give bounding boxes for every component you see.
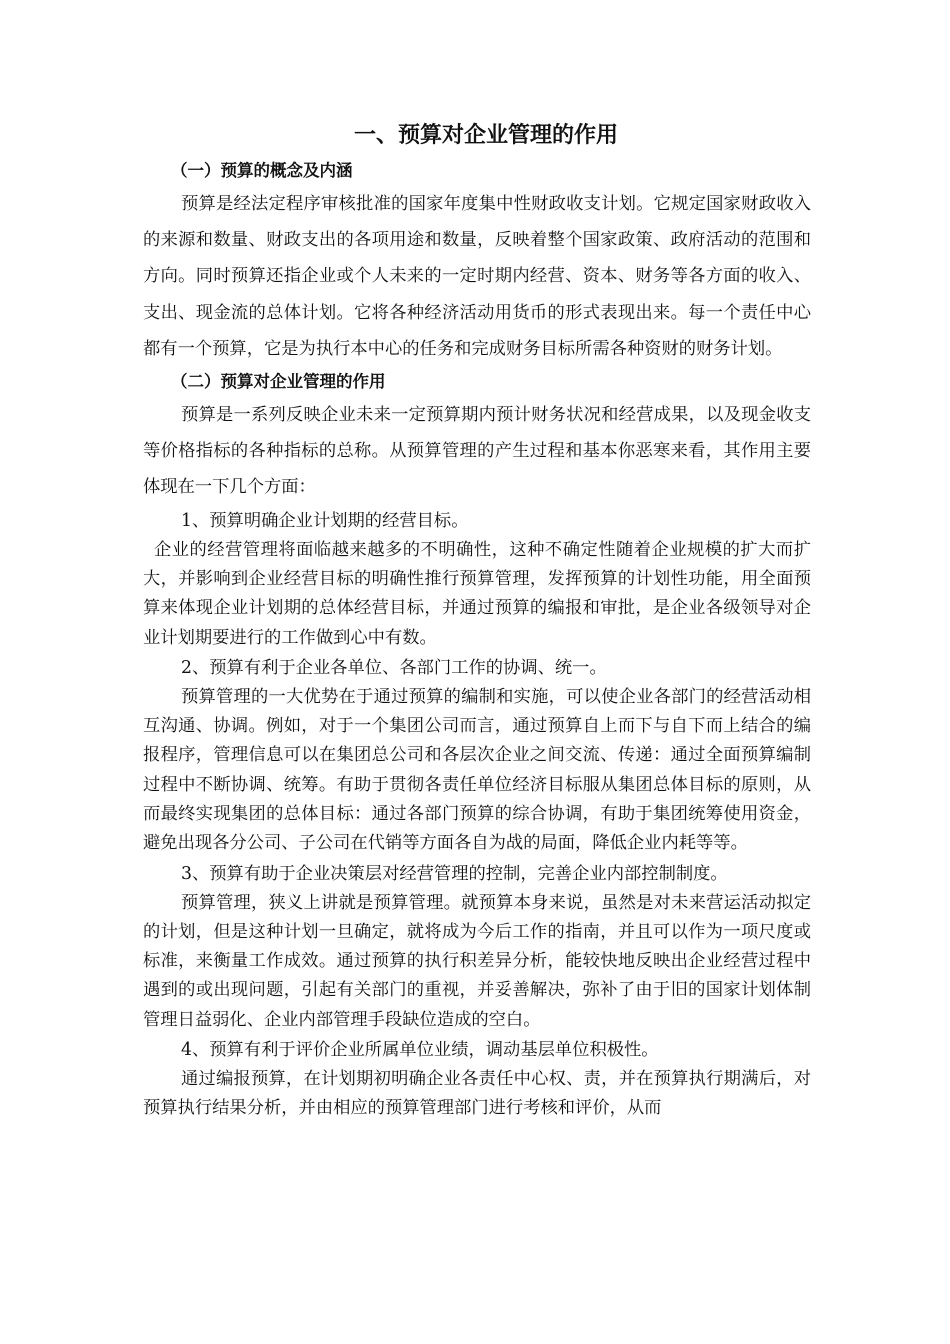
point-heading-2: 2、预算有利于企业各单位、各部门工作的协调、统一。 xyxy=(181,657,607,678)
section-heading-role: （二）预算对企业管理的作用 xyxy=(171,372,386,392)
point-heading-3: 3、预算有助于企业决策层对经营管理的控制，完善企业内部控制制度。 xyxy=(181,863,728,884)
point-paragraph-2: 预算管理的一大优势在于通过预算的编制和实施，可以使企业各部门的经营活动相互沟通、协调。例如，对于一个集团公司而言，通过预算自上而下与自下而上结合的编报程序，管理信息可以在集团总公司和各层次企业之间交流、传递：通过全面预算编制过程中不断协调、统筹。有助于贯彻各责任单位经济目标服从集团总体目标的原则，从而最终实现集团的总体目标：通过各部门预算的综合协调，有助于集团统筹使用资金，避免出现各分公司、子公司在代销等方面各自为战的局面，降低企业内耗等等。 xyxy=(143,686,811,854)
point-heading-4: 4、预算有利于评价企业所属单位业绩，调动基层单位积极性。 xyxy=(181,1040,659,1061)
point-paragraph-1: 企业的经营管理将面临越来越多的不明确性，这种不确定性随着企业规模的扩大而扩大，并影响到企业经营目标的明确性推行预算管理，发挥预算的计划性功能，用全面预算来体现企业计划期的总体经营目标，并通过预算的编报和审批，是企业各级领导对企业计划期要进行的工作做到心中有数。 xyxy=(143,539,811,648)
section-paragraph-role: 预算是一系列反映企业未来一定预算期内预计财务状况和经营成果，以及现金收支等价格指标的各种指标的总称。从预算管理的产生过程和基本你恶寒来看，其作用主要体现在一下几个方面： xyxy=(143,405,811,498)
point-paragraph-4: 通过编报预算，在计划期初明确企业各责任中心权、责，并在预算执行期满后，对预算执行结果分析，并由相应的预算管理部门进行考核和评价，从而 xyxy=(143,1069,811,1119)
section-paragraph-concept: 预算是经法定程序审核批准的国家年度集中性财政收支计划。它规定国家财政收入的来源和数量、财政支出的各项用途和数量，反映着整个国家政策、政府活动的范围和方向。同时预算还指企业或个人未来的一定时期内经营、资本、财务等各方面的收入、支出、现金流的总体计划。它将各种经济活动用货币的形式表现出来。每一个责任中心都有一个预算，它是为执行本中心的任务和完成财务目标所需各种资财的财务计划。 xyxy=(143,194,811,359)
section-heading-concept: （一）预算的概念及内涵 xyxy=(171,161,353,180)
document-page xyxy=(143,118,811,1124)
page-title: 一、预算对企业管理的作用 xyxy=(353,123,618,148)
point-heading-1: 1、预算明确企业计划期的经营目标。 xyxy=(181,510,469,531)
point-paragraph-3: 预算管理，狭义上讲就是预算管理。就预算本身来说，虽然是对未来营运活动拟定的计划，但是这种计划一旦确定，就将成为今后工作的指南，并且可以作为一项尺度或标准，来衡量工作成效。通过预算的执行积差异分析，能较快地反映出企业经营过程中遇到的或出现问题，引起有关部门的重视，并妥善解决，弥补了由于旧的国家计划体制管理日益弱化、企业内部管理手段缺位造成的空白。 xyxy=(143,892,811,1030)
